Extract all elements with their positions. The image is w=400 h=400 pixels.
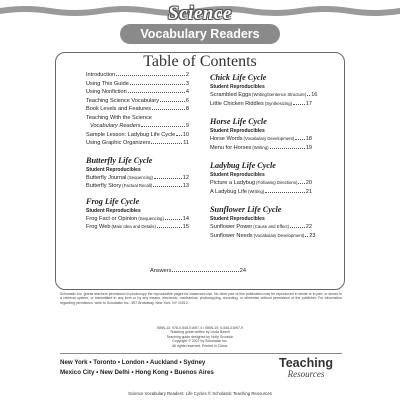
permissions-notice: Scholastic Inc. grants teachers permission to photocopy the reproducible pages for classroom use. No other part of this publication may be reproduced in whole or in part, or stored in a retrieval system, or transmitted in any form or by any means, electronic, mechanical, photocopying, recording, or otherwise without permission of the publisher. For information regarding permission, write to Scholastic Inc., 557 Broadway, New York, NY 10012. (60, 292, 342, 305)
leader-dots (151, 143, 182, 144)
separator-dot: • (179, 359, 184, 366)
leader-dots (265, 192, 305, 193)
toc-row (86, 215, 189, 224)
section-title: Horse Life Cycle (210, 117, 267, 126)
city: New York (60, 359, 88, 366)
toc-row (86, 139, 189, 148)
toc-label: Using This Guide (86, 80, 129, 87)
toc-row (210, 91, 318, 100)
toc-label: Teaching With the Science (86, 114, 152, 121)
toc-row (86, 105, 189, 114)
toc-label: Little Chicken Riddles (210, 100, 264, 107)
toc-label: Answers (150, 268, 172, 274)
leader-dots (172, 271, 238, 272)
section-title: Sunflower Life Cycle (210, 205, 282, 214)
city: Toronto (93, 359, 117, 366)
toc-label: Sunflower Power (210, 224, 253, 230)
leader-dots (270, 148, 305, 149)
toc-page: 21 (305, 188, 312, 195)
contents-right-column (210, 73, 318, 240)
leader-dots (176, 135, 182, 136)
section-title: Frog Life Cycle (86, 196, 140, 206)
toc-label: Sunflower Needs (210, 232, 253, 239)
city: Hong Kong (135, 369, 169, 376)
logo-line-2: Resources (287, 369, 325, 379)
separator-dot: • (170, 369, 175, 376)
toc-skill: (Vocabulary Development) (253, 232, 305, 238)
toc-row (86, 131, 189, 140)
credit-line: Teaching guide designed by Holly Grundon (166, 334, 234, 339)
toc-row (86, 114, 189, 123)
toc-page: 8 (185, 106, 189, 112)
toc-row (210, 100, 312, 109)
toc-row (210, 144, 312, 153)
city: Buenos Aires (174, 369, 214, 376)
toc-label: Butterfly Story (86, 183, 122, 189)
header (0, 0, 400, 52)
cities-line-1 (60, 358, 250, 368)
section-title: Chick Life Cycle (210, 73, 267, 82)
toc-row (210, 179, 312, 188)
toc-page: 2 (185, 72, 189, 78)
toc-row (86, 71, 189, 80)
toc-label: Butterfly Journal (86, 174, 127, 181)
toc-page: 22 (305, 224, 312, 230)
contents-left-column (86, 71, 189, 232)
isbn-line: ISBN-13: 978-0-545-01697-4 / ISBN-10: 0-545-01697-9 (156, 326, 244, 330)
page-title: Table of Contents (143, 53, 257, 70)
toc-label: Menu for Horses (210, 144, 252, 151)
toc-row (86, 174, 189, 183)
toc-label: Picture a Ladybug (210, 180, 256, 186)
toc-page: 13 (182, 183, 189, 189)
student-reproducibles-label: Student Reproducibles (210, 84, 265, 90)
toc-label: Frog Fact or Opinion (86, 215, 138, 222)
toc-row (86, 80, 189, 89)
toc-row (210, 232, 316, 241)
toc-page: 3 (185, 80, 189, 87)
toc-skill: (Factual Recall) (122, 183, 153, 188)
toc-row (86, 88, 189, 97)
leader-dots (165, 219, 182, 220)
toc-label: Scrambled Eggs (210, 92, 252, 98)
toc-row (86, 97, 189, 106)
leader-dots (130, 84, 185, 85)
toc-page: 10 (182, 131, 189, 138)
student-reproducibles-label: Student Reproducibles (86, 166, 141, 173)
toc-label: Introduction (86, 72, 116, 78)
logo-vocabulary-readers: Vocabulary Readers (120, 24, 280, 44)
leader-dots (295, 139, 305, 140)
toc-page: 15 (182, 224, 189, 230)
toc-label: Using Graphic Organizers (86, 140, 151, 146)
cities-line-2 (60, 368, 250, 378)
intro-list (86, 71, 189, 148)
toc-page: 11 (183, 140, 189, 146)
toc-page: 9 (185, 123, 189, 129)
toc-skill: (Main Idea and Details) (111, 224, 156, 229)
toc-label: Teaching Science Vocabulary (86, 97, 160, 104)
leader-dots (141, 126, 184, 127)
toc-label: Frog Web (86, 224, 111, 230)
toc-skill: (Following Directions) (256, 180, 298, 185)
toc-skill: (Vocabulary Development) (243, 136, 295, 141)
toc-label: A Ladybug Life (210, 188, 248, 195)
separator-dot: • (117, 359, 122, 366)
toc-page: 12 (182, 174, 189, 181)
leader-dots (290, 227, 305, 228)
toc-page: 18 (305, 136, 312, 142)
toc-page: 16 (311, 92, 318, 98)
leader-dots (154, 178, 182, 179)
city: Sydney (183, 359, 206, 366)
toc-skill: (Sequencing) (138, 215, 164, 221)
separator-dot: • (89, 359, 94, 366)
teaching-resources-logo (266, 357, 346, 379)
toc-row (86, 182, 189, 191)
toc-page: 20 (305, 180, 312, 186)
leader-dots (160, 101, 185, 102)
leader-dots (128, 92, 185, 93)
toc-label: Vocabulary Readers (90, 123, 141, 129)
answers-row (150, 268, 246, 274)
leader-dots (298, 183, 304, 184)
toc-skill: (Writing) (252, 144, 269, 150)
separator-dot: • (96, 369, 101, 376)
section-title: Butterfly Life Cycle (86, 155, 153, 165)
leader-dots (293, 104, 305, 105)
toc-label: Book Levels and Features (86, 106, 151, 112)
student-reproducibles-label: Student Reproducibles (210, 172, 265, 178)
toc-skill: (Writing) (248, 188, 265, 194)
toc-row (150, 268, 246, 274)
rights-line: All rights reserved. Printed in China. (172, 343, 228, 348)
credit-line: Teaching guide written by Linda Beech (170, 330, 230, 335)
logo-science: Science (168, 3, 232, 24)
toc-row (210, 223, 312, 232)
toc-page: 24 (239, 268, 246, 274)
toc-page: 14 (182, 215, 189, 222)
toc-row (86, 223, 189, 232)
city: London (121, 359, 145, 366)
student-reproducibles-label: Student Reproducibles (86, 207, 141, 214)
toc-label: Sample Lesson: Ladybug Life Cycle (86, 131, 176, 138)
toc-skill: (Sequencing) (127, 174, 153, 180)
student-reproducibles-label: Student Reproducibles (210, 216, 265, 222)
leader-dots (153, 186, 182, 187)
divider (60, 353, 342, 354)
publisher-cities (60, 358, 250, 378)
toc-row-continued (86, 122, 189, 131)
leader-dots (157, 227, 182, 228)
student-reproducibles-label: Student Reproducibles (210, 128, 265, 134)
copyright-line: Copyright © 2007 by Scholastic Inc. (172, 339, 228, 344)
section-title: Ladybug Life Cycle (210, 161, 276, 170)
toc-page: 17 (305, 100, 312, 107)
city: Auckland (149, 359, 178, 366)
page-footer: Science Vocabulary Readers: Life Cycles © Scholastic Teaching Resources (128, 391, 272, 396)
publication-info (0, 326, 400, 348)
logo-line-1: Teaching (279, 356, 333, 370)
toc-page: 6 (185, 97, 189, 104)
toc-row (210, 188, 312, 197)
city: New Delhi (100, 369, 130, 376)
city: Mexico City (60, 369, 95, 376)
toc-page: 23 (309, 232, 316, 239)
toc-row (210, 135, 312, 144)
toc-label: Using Nonfiction (86, 89, 127, 95)
leader-dots (116, 75, 185, 76)
separator-dot: • (131, 369, 136, 376)
toc-page: 19 (305, 144, 312, 151)
toc-skill: (Cause and Effect) (253, 224, 290, 229)
toc-page: 4 (185, 89, 189, 95)
toc-skill: (Writing/Sentence Structure) (252, 92, 307, 97)
toc-label: Horse Words (210, 136, 243, 142)
leader-dots (305, 236, 308, 237)
leader-dots (307, 95, 310, 96)
leader-dots (152, 109, 185, 110)
separator-dot: • (146, 359, 150, 366)
toc-skill: (Synthesizing) (264, 100, 293, 106)
